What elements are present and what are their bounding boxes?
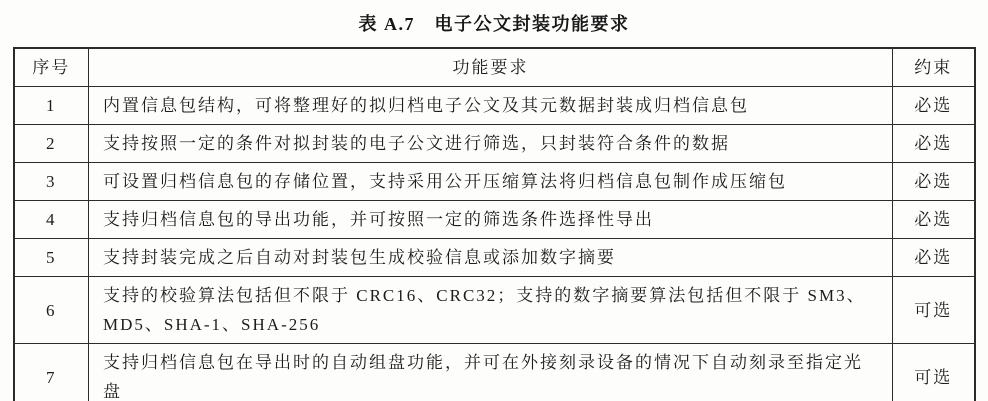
header-cell-no: 序号 <box>14 48 89 87</box>
table-body <box>14 87 975 401</box>
requirement-text-cell: 支持归档信息包在导出时的自动组盘功能，并可在外接刻录设备的情况下自动刻录至指定光盘 <box>89 344 893 401</box>
row-number-cell: 3 <box>14 163 89 201</box>
header-cell-requirement: 功能要求 <box>89 48 893 87</box>
requirement-text-cell: 可设置归档信息包的存储位置，支持采用公开压缩算法将归档信息包制作成压缩包 <box>89 163 893 201</box>
row-number-cell: 2 <box>14 125 89 163</box>
requirements-table <box>13 47 976 401</box>
table-row <box>14 125 975 163</box>
header-row <box>14 48 975 87</box>
constraint-cell: 可选 <box>893 344 975 401</box>
constraint-cell: 可选 <box>893 277 975 344</box>
requirement-text-cell: 支持归档信息包的导出功能，并可按照一定的筛选条件选择性导出 <box>89 201 893 239</box>
table-caption: 表 A.7 电子公文封装功能要求 <box>358 14 630 34</box>
table-row <box>14 344 975 401</box>
requirement-text-cell: 支持封装完成之后自动对封装包生成校验信息或添加数字摘要 <box>89 239 893 277</box>
table-row <box>14 201 975 239</box>
header-cell-constraint: 约束 <box>893 48 975 87</box>
table-row <box>14 277 975 344</box>
requirement-text-cell: 支持按照一定的条件对拟封装的电子公文进行筛选，只封装符合条件的数据 <box>89 125 893 163</box>
constraint-cell: 必选 <box>893 125 975 163</box>
table-row <box>14 87 975 125</box>
constraint-cell: 必选 <box>893 201 975 239</box>
row-number-cell: 6 <box>14 277 89 344</box>
constraint-cell: 必选 <box>893 239 975 277</box>
row-number-cell: 4 <box>14 201 89 239</box>
table-header <box>14 48 975 87</box>
constraint-cell: 必选 <box>893 163 975 201</box>
constraint-cell: 必选 <box>893 87 975 125</box>
row-number-cell: 1 <box>14 87 89 125</box>
table-row <box>14 163 975 201</box>
table-row <box>14 239 975 277</box>
row-number-cell: 5 <box>14 239 89 277</box>
row-number-cell: 7 <box>14 344 89 401</box>
requirement-text-cell: 支持的校验算法包括但不限于 CRC16、CRC32；支持的数字摘要算法包括但不限于 SM3、MD5、SHA-1、SHA-256 <box>89 277 893 344</box>
requirement-text-cell: 内置信息包结构，可将整理好的拟归档电子公文及其元数据封装成归档信息包 <box>89 87 893 125</box>
